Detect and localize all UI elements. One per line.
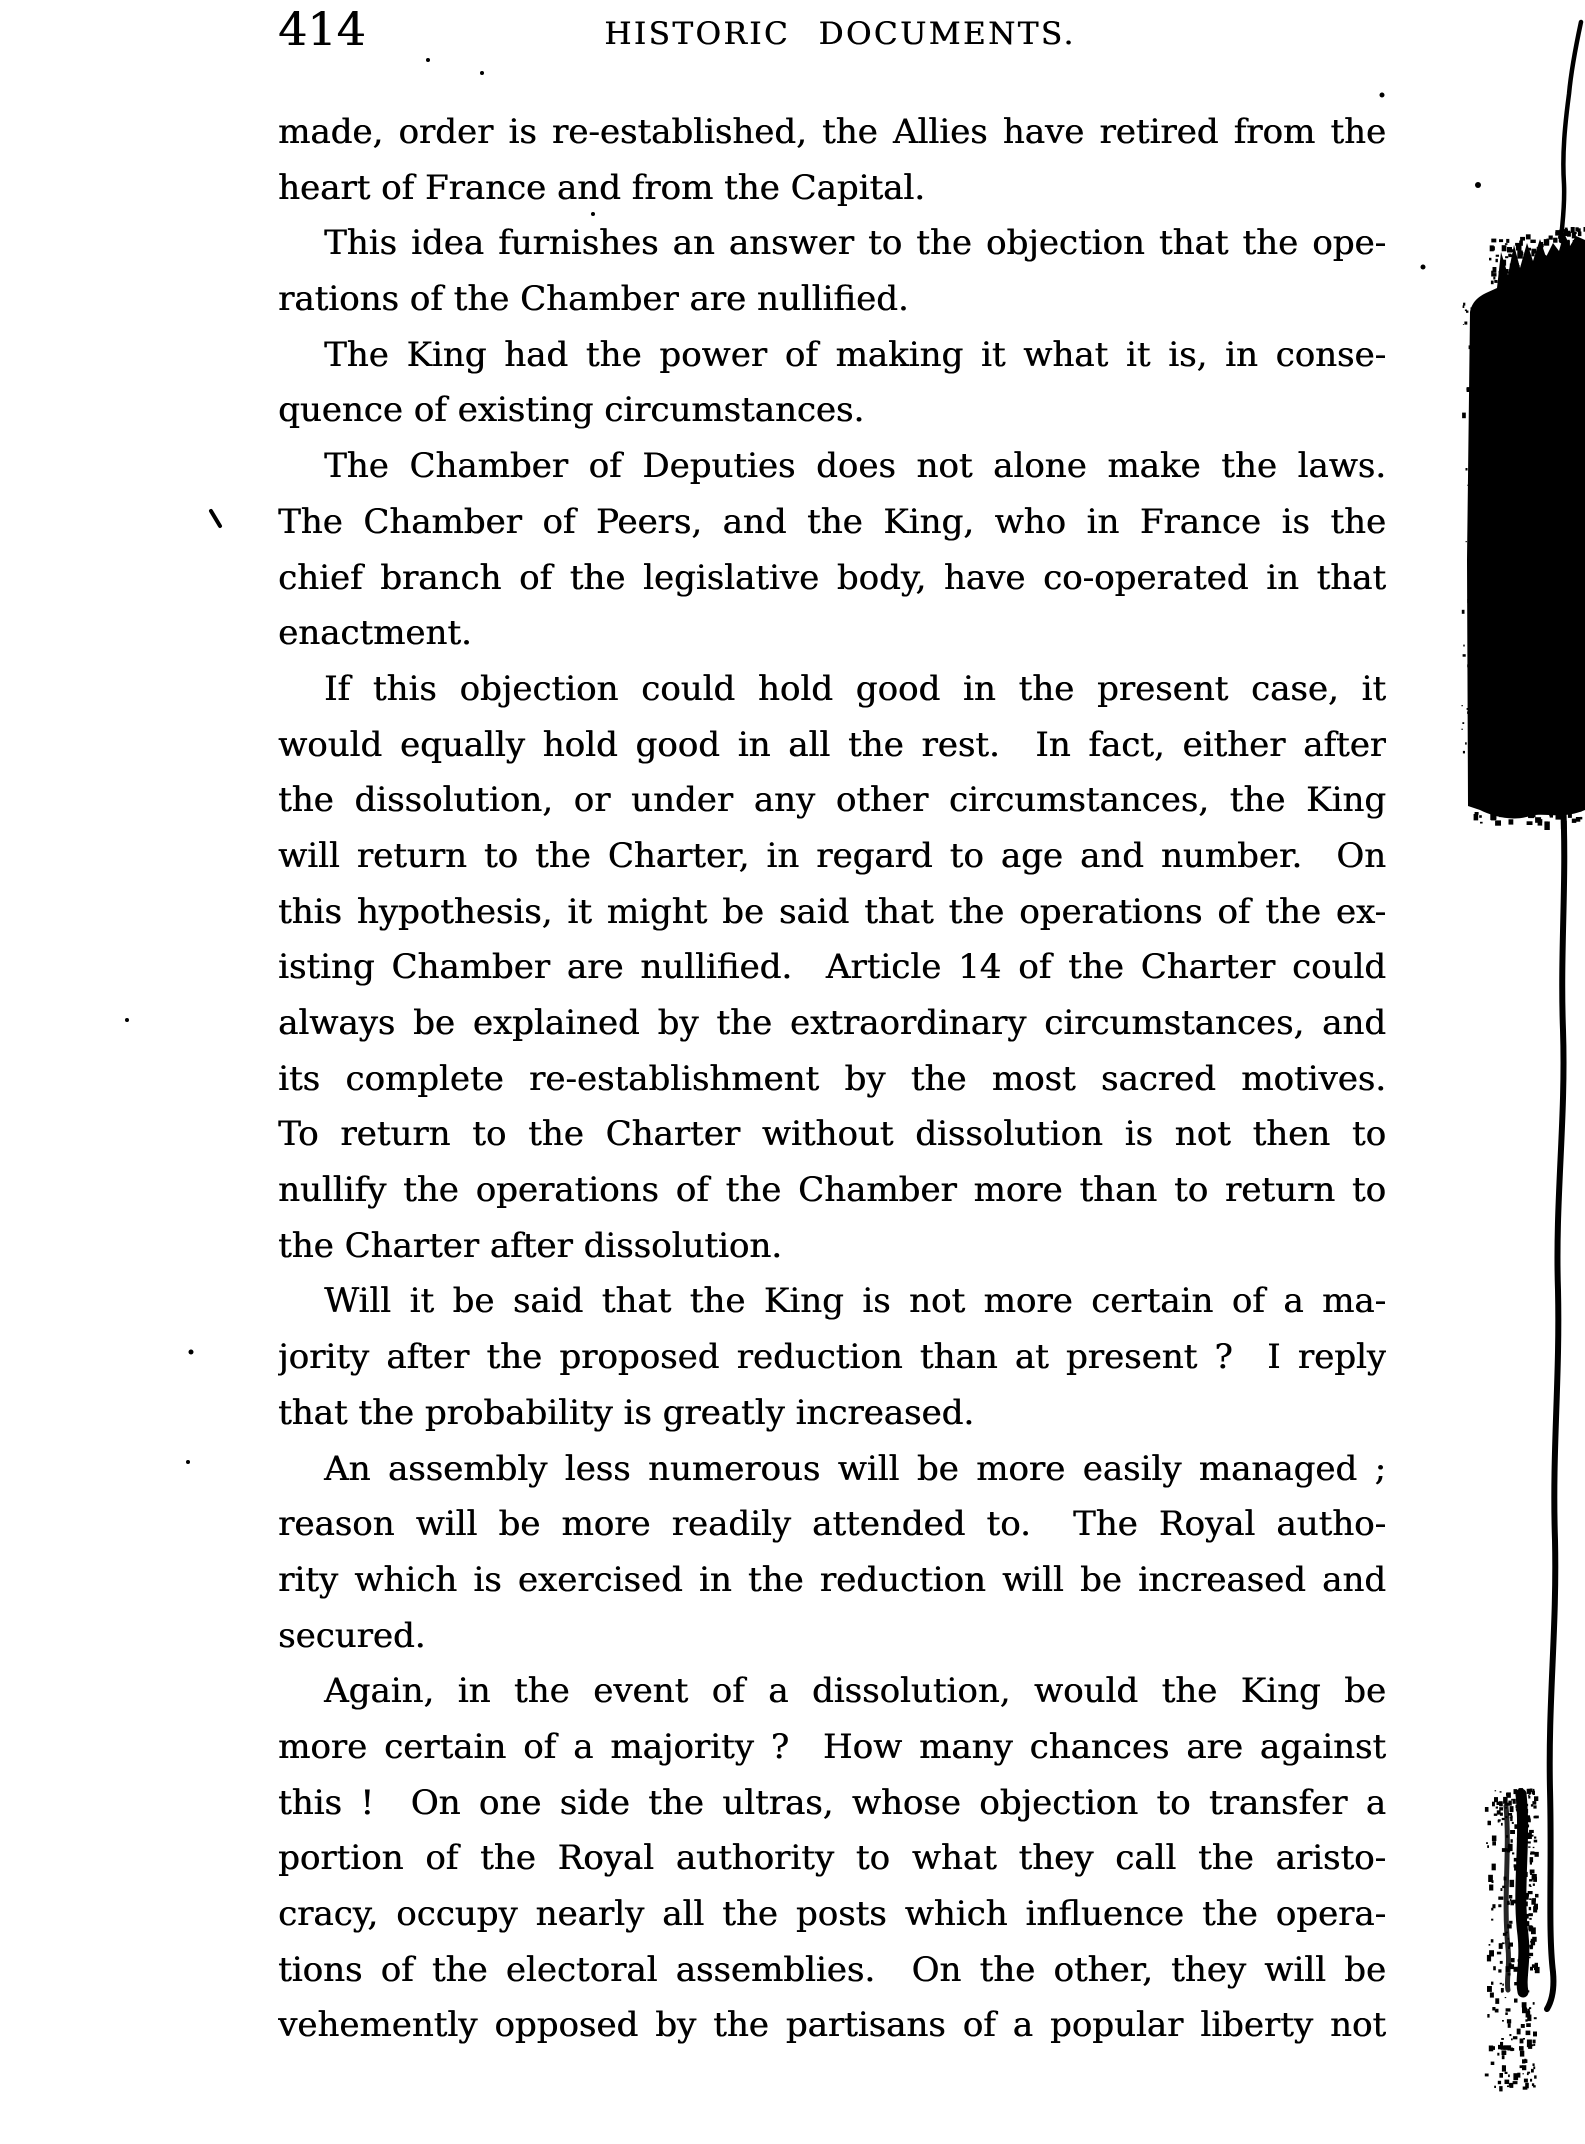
text-line: more certain of a majority ? How many chances are against [278, 1726, 1386, 1767]
text-line: will return to the Charter, in regard to age and number. On [278, 835, 1386, 876]
text-line: the Charter after dissolution. [278, 1225, 782, 1266]
page-number: 414 [278, 2, 366, 56]
text-line: The Chamber of Deputies does not alone make the laws. [324, 446, 1386, 487]
text-line: the dissolution, or under any other circumstances, the King [278, 780, 1386, 821]
text-line: cracy, occupy nearly all the posts which influence the opera- [278, 1894, 1386, 1934]
text-line: This idea furnishes an answer to the objection that the ope- [324, 223, 1386, 264]
text-line: vehemently opposed by the partisans of a popular liberty not [278, 2005, 1386, 2046]
ink-smudge-artifact-2 [1506, 1806, 1509, 1990]
text-line: made, order is re-established, the Allies have retired from the [278, 112, 1386, 152]
text-line: always be explained by the extraordinary circumstances, and [278, 1003, 1386, 1043]
text-line: reason will be more readily attended to. The Royal autho- [278, 1504, 1386, 1545]
ink-smudge-artifact [1521, 1794, 1524, 1992]
ink-line-artifact [1547, 802, 1564, 2009]
ink-blob-artifact [1467, 233, 1585, 818]
text-line: heart of France and from the Capital. [278, 167, 925, 208]
text-block [278, 105, 1386, 2054]
text-line: enactment. [278, 613, 472, 654]
text-line: that the probability is greatly increased. [278, 1392, 975, 1433]
text-line: An assembly less numerous will be more easily managed ; [324, 1448, 1386, 1489]
text-line: Again, in the event of a dissolution, would the King be [324, 1671, 1386, 1712]
text-line: its complete re-establishment by the most sacred motives. [278, 1058, 1386, 1099]
text-line: Will it be said that the King is not more certain of a ma- [324, 1281, 1386, 1322]
ink-speckle-field [1461, 227, 1585, 2091]
text-line: would equally hold good in all the rest. In fact, either after [278, 724, 1386, 765]
text-line: rity which is exercised in the reduction will be increased and [278, 1559, 1386, 1600]
text-line: If this objection could hold good in the present case, it [324, 668, 1386, 709]
stray-tick-artifact [211, 511, 220, 526]
text-line: jority after the proposed reduction than at present ? I reply [278, 1337, 1386, 1378]
ink-line-top-artifact [1561, 22, 1581, 241]
text-line: quence of existing circumstances. [278, 390, 865, 431]
text-line: chief branch of the legislative body, have co-operated in that [278, 557, 1386, 598]
text-line: secured. [278, 1615, 426, 1656]
text-line: rations of the Chamber are nullified. [278, 279, 909, 320]
text-line: isting Chamber are nullified. Article 14 of the Charter could [278, 947, 1386, 988]
text-line: To return to the Charter without dissolution is not then to [278, 1114, 1386, 1155]
text-line: this ! On one side the ultras, whose objection to transfer a [278, 1782, 1386, 1823]
text-line: The King had the power of making it what it is, in conse- [324, 334, 1386, 375]
text-line: this hypothesis, it might be said that the operations of the ex- [278, 891, 1386, 932]
text-line: The Chamber of Peers, and the King, who in France is the [278, 501, 1386, 542]
text-line: nullify the operations of the Chamber more than to return to [278, 1170, 1386, 1211]
text-line: tions of the electoral assemblies. On the other, they will be [278, 1949, 1386, 1990]
running-header: HISTORIC DOCUMENTS. [604, 16, 1076, 52]
text-line: portion of the Royal authority to what they call the aristo- [278, 1838, 1386, 1879]
